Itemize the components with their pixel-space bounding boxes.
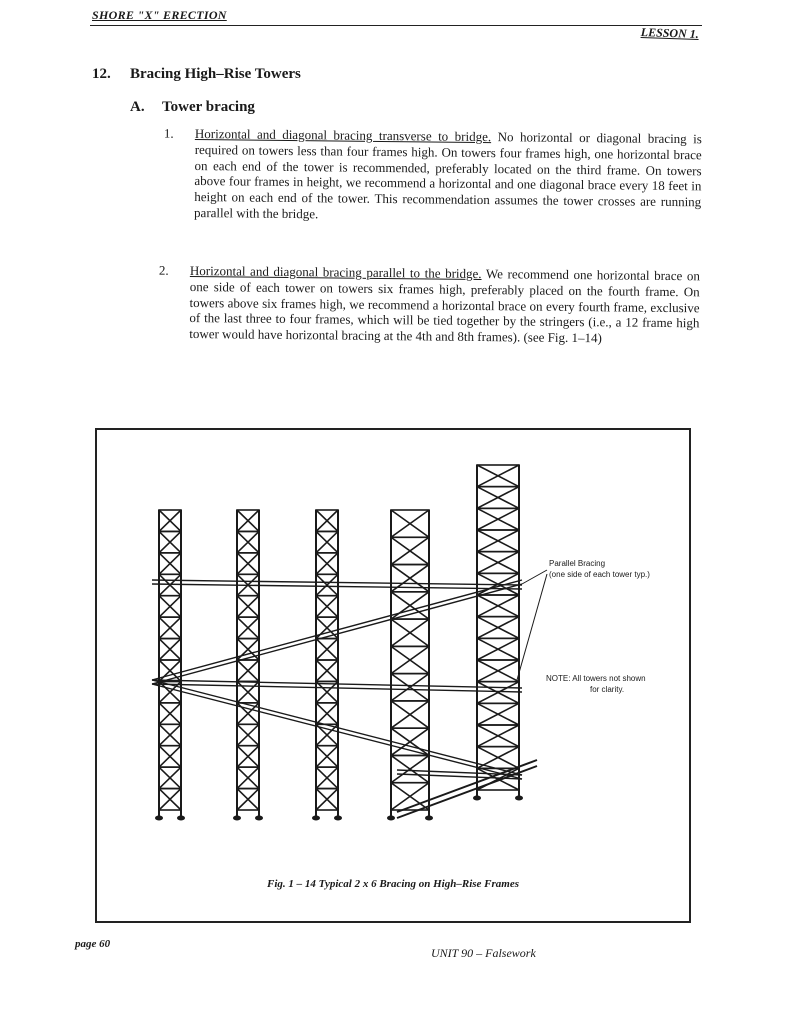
list-item-heading: Horizontal and diagonal bracing transverse to bridge. [194,126,492,145]
base-plate [334,816,342,821]
section-title: Bracing High–Rise Towers [130,66,301,82]
cross-brace [237,596,259,617]
tower-5 [473,465,523,801]
cross-brace [159,767,181,788]
cross-brace [477,660,519,682]
subsection-heading [130,99,255,116]
callout-note-line1: NOTE: All towers not shown [546,674,646,683]
cross-brace [159,596,181,617]
cross-brace [159,724,181,745]
cross-brace [159,617,181,638]
list-item-text: No horizontal or diagonal bracing is required on towers less than four frames high. On towers four frames high, one horizontal brace on each end of the tower is recommended, preferably located on the third frame. On towers above four frames in height, we recommend a horizontal and one diagonal brace every 18 feet in height on each end of the tower. This recommendation assumes the tower crosses are running parallel with the bridge. [194,129,702,222]
header-rule [90,25,702,26]
cross-brace [237,617,259,638]
cross-brace [316,767,338,788]
list-item [158,262,700,347]
cross-brace [237,681,259,702]
tower-3 [312,510,342,821]
list-item-number: 1. [163,125,174,141]
cross-brace [316,660,338,681]
base-plate [515,796,523,801]
base-plate [233,816,241,821]
running-header-lesson: LESSON 1. [640,25,699,42]
cross-brace [477,617,519,639]
list-item-number: 2. [158,262,169,278]
cross-brace [477,552,519,574]
cross-brace [477,682,519,704]
cross-brace [477,487,519,509]
tower-2 [233,510,263,821]
tower-1 [155,510,185,821]
cross-brace [237,746,259,767]
callout-leader [522,570,547,584]
cross-brace [391,619,429,646]
cross-brace [159,746,181,767]
footer-unit: UNIT 90 – Falsework [431,946,536,960]
stringer [397,766,537,818]
running-header-title: SHORE "X" ERECTION [92,8,227,22]
cross-brace [316,531,338,552]
list-item [163,125,702,226]
cross-brace [391,701,429,728]
cross-brace [391,592,429,619]
callout-parallel-line2: (one side of each tower typ.) [549,570,650,579]
cross-brace [237,553,259,574]
cross-brace [316,596,338,617]
callout-note [546,673,646,695]
cross-brace [159,553,181,574]
base-plate [177,816,185,821]
cross-brace [391,783,429,810]
cross-brace [159,660,181,681]
cross-brace [391,646,429,673]
cross-brace [477,595,519,617]
cross-brace [477,530,519,552]
base-plate [425,816,433,821]
cross-brace [316,639,338,660]
cross-brace [477,465,519,487]
cross-brace [391,537,429,564]
cross-brace [477,725,519,747]
cross-brace [391,728,429,755]
page-number: page 60 [75,938,111,950]
cross-brace [159,789,181,810]
cross-brace [316,553,338,574]
cross-brace [391,510,429,537]
cross-brace [237,660,259,681]
cross-brace [237,789,259,810]
cross-brace [316,789,338,810]
base-plate [312,816,320,821]
cross-brace [316,510,338,531]
cross-brace [159,639,181,660]
cross-brace [237,510,259,531]
cross-brace [477,508,519,530]
base-plate [255,816,263,821]
callout-note-line2: for clarity. [590,685,625,694]
cross-brace [316,746,338,767]
cross-brace [477,638,519,660]
figure-frame [95,428,691,923]
stringer [397,760,537,812]
section-heading [92,66,301,83]
cross-brace [159,531,181,552]
subsection-letter: A. [130,99,145,115]
base-plate [387,816,395,821]
cross-brace [159,703,181,724]
figure-caption: Fig. 1 – 14 Typical 2 x 6 Bracing on High–Rise Frames [267,878,519,890]
callout-parallel-line1: Parallel Bracing [549,559,606,568]
cross-brace [477,703,519,725]
cross-brace [391,755,429,782]
base-plate [155,816,163,821]
section-number: 12. [92,66,111,82]
callout-parallel-bracing [549,558,650,580]
list-item-text: We recommend one horizontal brace on one side of each tower on towers six frames high, preferably placed on the fourth frame. On towers above six frames high, we recommend a horizontal brace on every fourth frame, exclusive of the last three to four frames, which will be tied together by the stringers (i.e., a 12 frame high tower would have horizontal bracing at the 4th and 8th frames). (see Fig. 1–14) [189,266,700,346]
cross-brace [237,724,259,745]
list-item-heading: Horizontal and diagonal bracing parallel to the bridge. [189,263,482,282]
cross-brace [316,574,338,595]
base-plate [473,796,481,801]
cross-brace [316,703,338,724]
cross-brace [391,674,429,701]
cross-brace [237,767,259,788]
cross-brace [237,531,259,552]
cross-brace [159,510,181,531]
subsection-title: Tower bracing [162,99,255,115]
callout-leader [517,574,547,680]
